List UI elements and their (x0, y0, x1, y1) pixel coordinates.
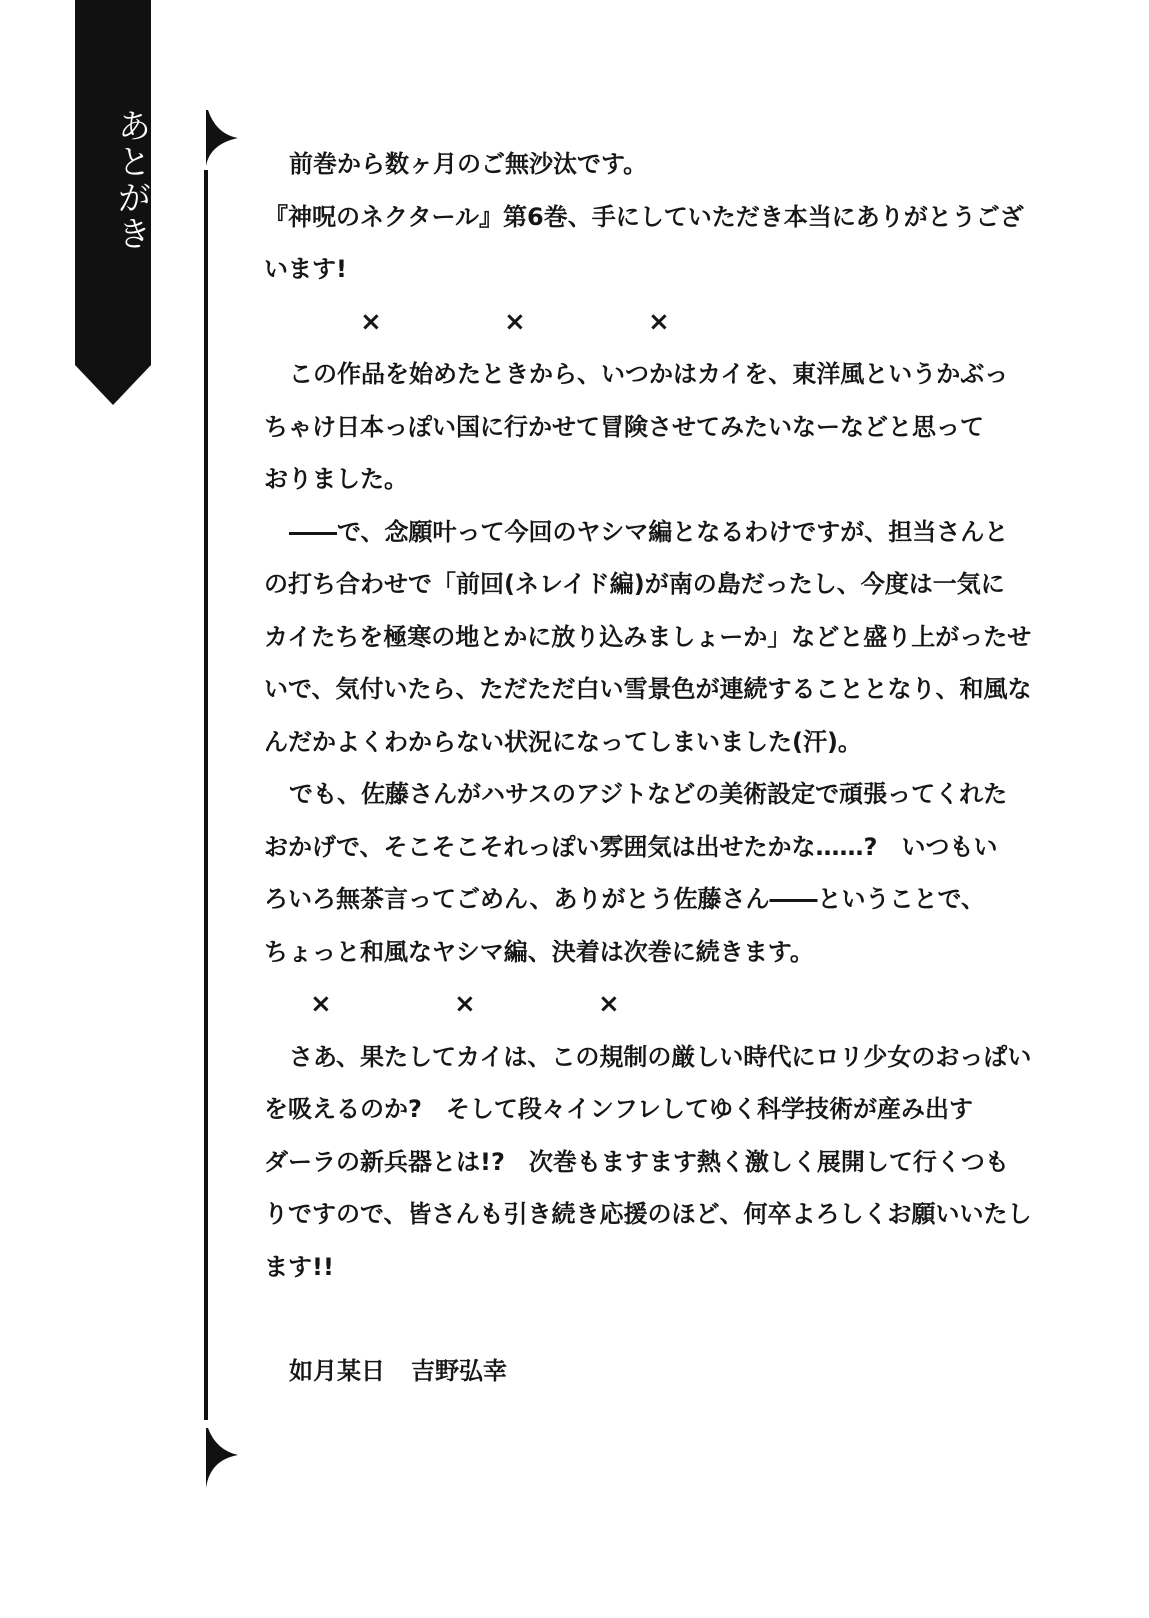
text-line: おかげで、そこそこそれっぽい雰囲気は出せたかな……? いつもい (264, 832, 998, 861)
text-line: でも、佐藤さんがハサスのアジトなどの美術設定で頑張ってくれた (289, 780, 1008, 808)
separator-mark: × (360, 306, 382, 337)
signature (264, 1345, 1026, 1398)
text-line: おりました。 (264, 465, 408, 493)
text-line: カイたちを極寒の地とかに放り込みましょーか」などと盛り上がったせ (264, 622, 1032, 651)
section-separator (264, 296, 1026, 349)
text-line: んだかよくわからない状況になってしまいました(汗)。 (264, 727, 862, 756)
text-line: 前巻から数ヶ月のご無沙汰です。 (289, 150, 648, 178)
text-line: この作品を始めたときから、いつかはカイを、東洋風というかぶっ (289, 360, 1009, 388)
signature-date: 如月某日 (289, 1357, 385, 1385)
chapter-title: あとがき (111, 108, 151, 252)
text-line: さあ、果たしてカイは、この規制の厳しい時代にロリ少女のおっぱい (289, 1042, 1032, 1071)
text-line: ろいろ無茶言ってごめん、ありがとう佐藤さん――ということで、 (264, 885, 985, 913)
text-line: います! (264, 255, 347, 283)
text-line: ちょっと和風なヤシマ編、決着は次巻に続きます。 (264, 937, 814, 966)
separator-mark: × (310, 989, 332, 1019)
rule-ornament (204, 110, 244, 1550)
text-line: いで、気付いたら、ただただ白い雪景色が連続することとなり、和風な (264, 675, 1032, 703)
chapter-tab (75, 0, 151, 415)
separator-mark: × (648, 306, 670, 337)
text-line: を吸えるのか? そして段々インフレしてゆく科学技術が産み出す (264, 1095, 973, 1123)
separator-mark: × (454, 989, 476, 1019)
text-line: ダーラの新兵器とは!? 次巻もますます熱く激しく展開して行くつも (264, 1147, 1009, 1176)
text-line: ――で、念願叶って今回のヤシマ編となるわけですが、担当さんと (289, 517, 1009, 546)
separator-mark: × (598, 989, 620, 1019)
decorative-rule (204, 110, 244, 1550)
separator-mark: × (504, 306, 526, 337)
text-line: ちゃけ日本っぽい国に行かせて冒険させてみたいなーなどと思って (264, 412, 984, 441)
text-line: の打ち合わせで「前回(ネレイド編)が南の島だったし、今度は一気に (264, 570, 1005, 598)
text-line: 『神呪のネクタール』第6巻、手にしていただき本当にありがとうござ (264, 202, 1024, 231)
signature-author: 吉野弘幸 (411, 1357, 507, 1385)
text-line: りですので、皆さんも引き続き応援のほど、何卒よろしくお願いいたし (264, 1200, 1032, 1228)
text-line: ます!! (264, 1252, 334, 1281)
section-separator (264, 978, 1026, 1031)
afterword-body (264, 138, 1032, 1398)
